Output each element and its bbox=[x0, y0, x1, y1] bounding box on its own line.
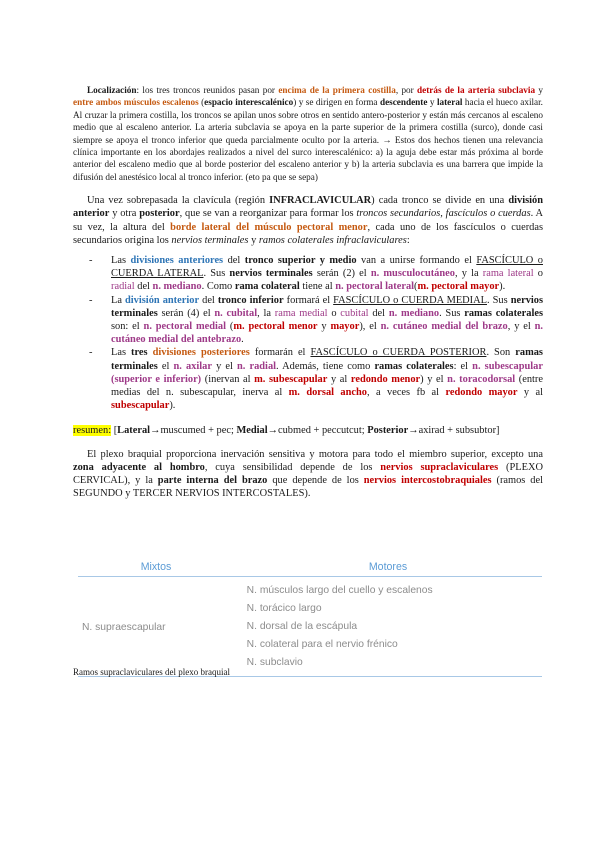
table-row bbox=[78, 577, 542, 677]
motor-item: N. colateral para el nervio frénico bbox=[246, 639, 398, 650]
list-item-medial: - La división anterior del tronco inferior formará el FASCÍCULO o CUERDA MEDIAL. Sus nervios terminales serán (4) el n. cubital, la rama medial o cubital del n. mediano. Sus ramas colaterales son: el n. pectoral medial (m. pectoral menor y mayor), el n. cutáneo medial del brazo, y el n. cutáneo medial del antebrazo. bbox=[111, 294, 543, 347]
resumen-label: resumen: bbox=[73, 424, 112, 436]
motor-item: N. subclavio bbox=[246, 657, 303, 668]
infraclavicular-paragraph: Una vez sobrepasada la clavícula (región INFRACLAVICULAR) cada tronco se divide en una división anterior y otra posterior, que se van a reorganizar para formar los troncos secundarios, fascículos o cuerdas. A su vez, la altura del borde lateral del músculo pectoral menor, cada uno de los fascículos o cuerdas secundarios origina los nervios terminales y ramos colaterales infraclaviculares: bbox=[73, 195, 544, 246]
inervacion-paragraph: El plexo braquial proporciona inervación sensitiva y motora para todo el miembro superior, excepto una zona adyacente al hombro, cuya sensibilidad depende de los nervios supraclaviculares (PLEXO CERVICAL), y la parte interna del brazo que depende de los nervios intercostobraquiales (ramos del SEGUNDO y TERCER NERVIOS INTERCOSTALES). bbox=[73, 448, 544, 500]
motor-item: N. torácico largo bbox=[246, 603, 322, 614]
table-caption: Ramos supraclaviculares del plexo braquial bbox=[73, 667, 230, 677]
motores-cell bbox=[237, 582, 542, 672]
list-item-lateral: - Las divisiones anteriores del tronco superior y medio van a unirse formando el FASCÍCULO o CUERDA LATERAL. Sus nervios terminales serán (2) el n. musculocutáneo, y la rama lateral o radial del n. mediano. Como rama colateral tiene al n. pectoral lateral(m. pectoral mayor). bbox=[111, 254, 543, 294]
ramos-table bbox=[78, 554, 542, 677]
localizacion-paragraph: Localización: los tres troncos reunidos pasan por encima de la primera costilla, por detrás de la arteria subclavia y entre ambos músculos escalenos (espacio interescalénico) y se dirigen en forma descendente y lateral hacia el hueco axilar. Al cruzar la primera costilla, los troncos se apilan unos sobre otros en sentido antero-posterior y están más cercanos al escaleno medio que al escaleno anterior. La arteria subclavia se apoya en la parte superior de la primera costilla (surco), donde casi siempre se apoya el tronco inferior que queda parcialmente oculto por la arteria. → Estos dos hechos tienen una relevancia clínica importante en los abordajes realizados a nivel del surco interescalénico: a) la aguja debe estar más próxima al borde anterior del escaleno medio que al borde posterior del escaleno anterior y b) la arteria subclavia es una barrera que impide la difusión del anestésico local al tronco inferior. (eto pa que se sepa) bbox=[73, 85, 543, 182]
motor-item: N. dorsal de la escápula bbox=[246, 621, 358, 632]
table-header-row bbox=[78, 554, 542, 577]
resumen-line: resumen: [Lateral→muscumed + pec; Medial→cubmed + peccutcut; Posterior→axirad + subsubtor] bbox=[73, 424, 500, 436]
fasciculos-list bbox=[73, 254, 543, 412]
header-mixtos: Mixtos bbox=[140, 561, 172, 573]
header-motores: Motores bbox=[368, 561, 408, 573]
motor-item: N. músculos largo del cuello y escalenos bbox=[246, 585, 433, 596]
document-body bbox=[73, 84, 543, 501]
list-item-posterior: - Las tres divisiones posteriores formarán el FASCÍCULO o CUERDA POSTERIOR. Son ramas terminales el n. axilar y el n. radial. Además, tiene como ramas colaterales: el n. subescapular (superior e inferior) (inervan al m. subescapular y al redondo menor) y el n. toracodorsal (entre medias del n. subescapular, inerva al m. dorsal ancho, a veces fb al redondo mayor y al subescapular). bbox=[111, 346, 543, 412]
mixtos-cell: N. supraescapular bbox=[82, 621, 166, 633]
